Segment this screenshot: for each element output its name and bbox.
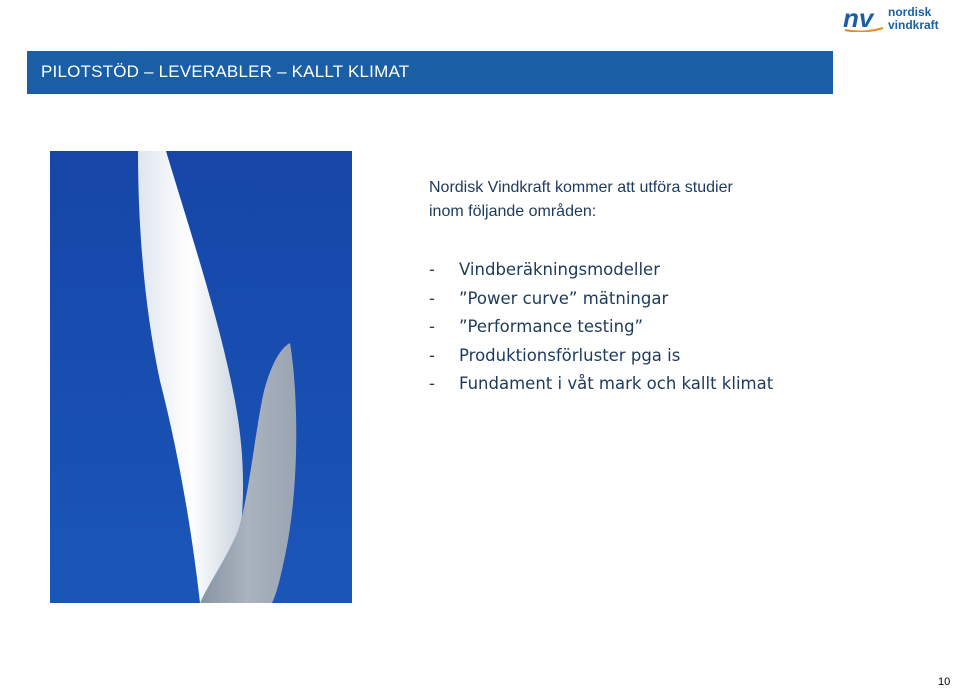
list-item-text: ”Power curve” mätningar [459, 288, 669, 308]
bullet-marker: - [429, 288, 435, 308]
bullet-marker: - [429, 317, 435, 336]
intro-line: inom följande områden: [429, 203, 597, 220]
intro-line: Nordisk Vindkraft kommer att utföra studier [429, 179, 733, 196]
list-item [429, 374, 773, 403]
intro-text [429, 176, 859, 224]
list-item-text: ”Performance testing” [459, 317, 644, 336]
list-item [429, 346, 773, 375]
list-item-text: Produktionsförluster pga is [459, 345, 681, 365]
list-item [429, 260, 773, 289]
slide-title: PILOTSTÖD – LEVERABLER – KALLT KLIMAT [41, 62, 410, 81]
study-areas-list [429, 260, 773, 403]
logo-mark: nv [843, 4, 874, 32]
bullet-marker: - [429, 345, 435, 365]
nordisk-vindkraft-logo [843, 4, 958, 32]
list-item-text: Vindberäkningsmodeller [459, 260, 660, 279]
list-item-text: Fundament i våt mark och kallt klimat [459, 374, 774, 393]
list-item [429, 289, 773, 318]
bullet-marker: - [429, 260, 435, 279]
wind-turbine-blades-photo [50, 151, 352, 603]
logo-text-top: nordisk [888, 5, 932, 19]
page-number: 10 [938, 676, 951, 688]
title-bar [27, 51, 833, 94]
bullet-marker: - [429, 374, 435, 393]
logo-text-bottom: vindkraft [888, 18, 939, 32]
list-item [429, 317, 773, 346]
